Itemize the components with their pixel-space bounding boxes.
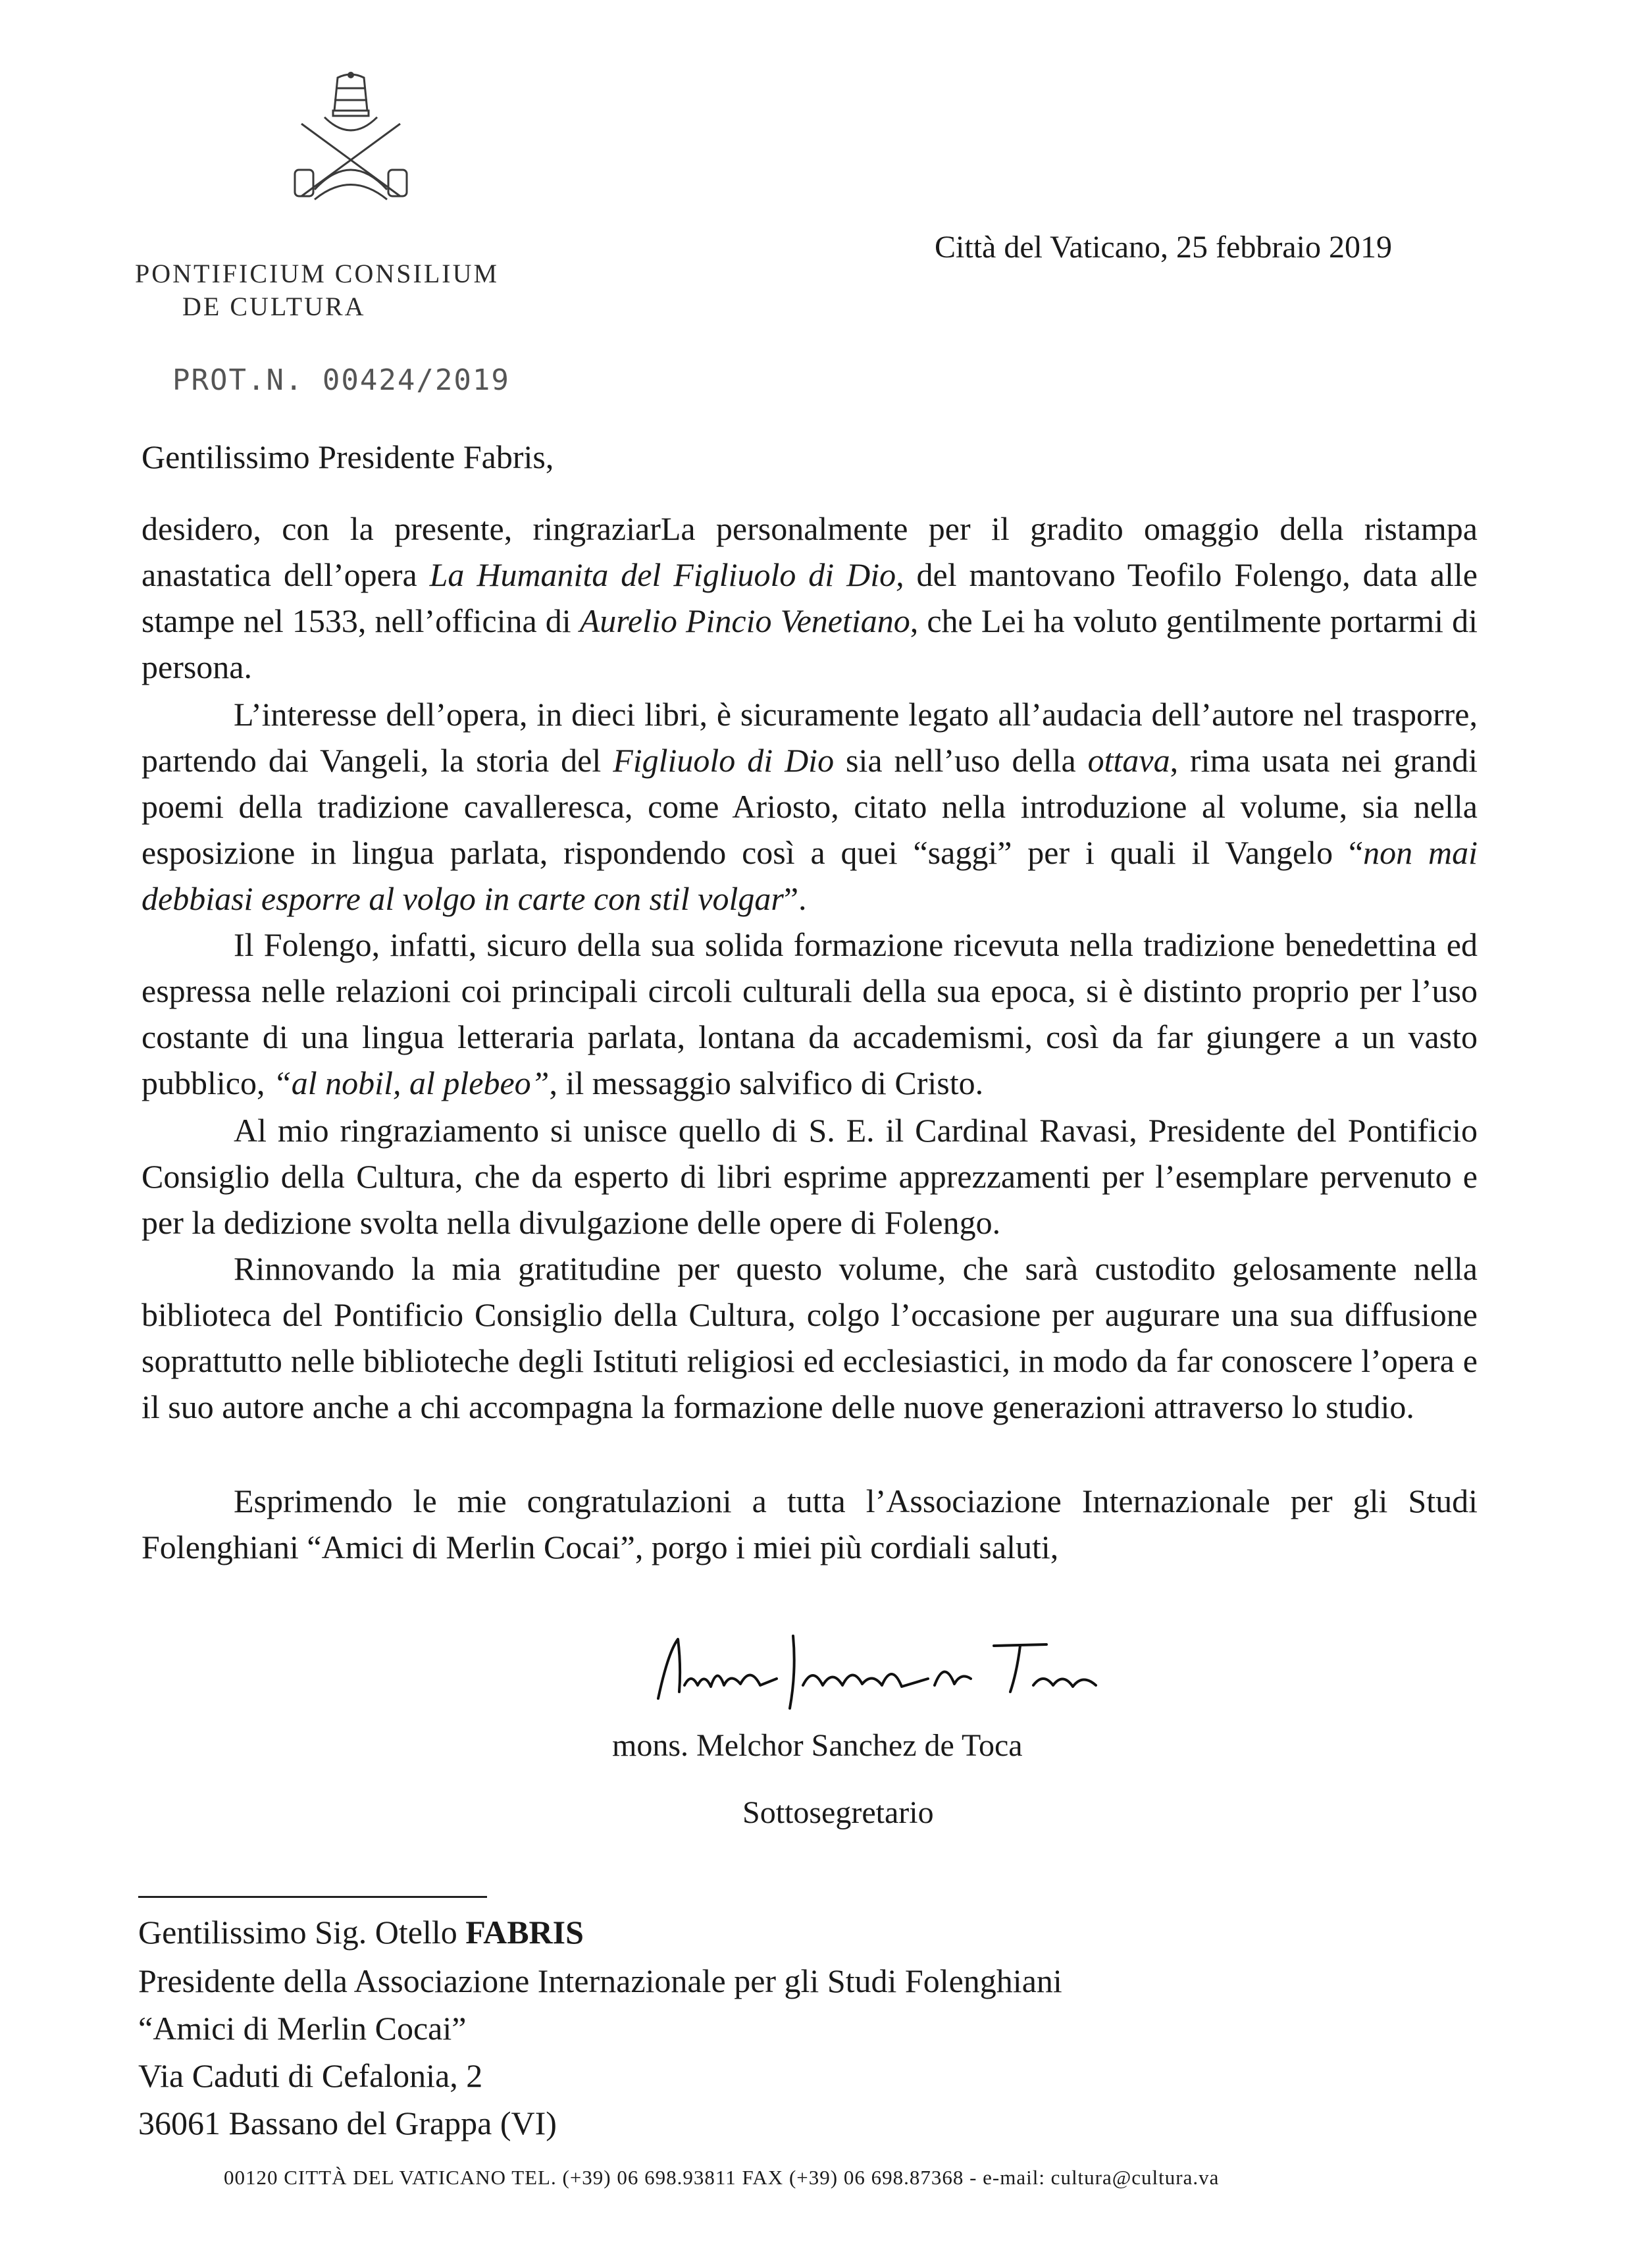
handwritten-signature: [652, 1626, 1125, 1712]
protocol-number: PROT.N. 00424/2019: [172, 363, 510, 397]
recipient-line-1: Gentilissimo Sig. Otello FABRIS: [138, 1914, 584, 1951]
institution-name-line1: PONTIFICIUM CONSILIUM: [135, 259, 500, 288]
institution-name-line2: DE CULTURA: [182, 292, 366, 321]
salutation: Gentilissimo Presidente Fabris,: [142, 438, 554, 475]
papal-coat-of-arms-icon: [275, 71, 426, 209]
letterhead-footer: 00120 CITTÀ DEL VATICANO TEL. (+39) 06 698.93811 FAX (+39) 06 698.87368 - e-mail: cultura@cultura.va: [224, 2166, 1220, 2189]
recipient-line-4: Via Caduti di Cefalonia, 2: [138, 2057, 483, 2094]
paragraph-1: desidero, con la presente, ringraziarLa personalmente per il gradito omaggio della ristampa anastatica dell’opera La Humanita del Figliuolo di Dio, del mantovano Teofilo Folengo, data alle stampe nel 1533, nell’officina di Aurelio Pincio Venetiano, che Lei ha voluto gentilmente portarmi di persona.: [142, 510, 1478, 685]
paragraph-3: Il Folengo, infatti, sicuro della sua solida formazione ricevuta nella tradizione benedettina ed espressa nelle relazioni coi principali circoli culturali della sua epoca, si è distinto proprio per l’uso costante di una lingua letteraria parlata, lontana da accademismi, così da far giungere a un vasto pubblico, “al nobil, al plebeo”, il messaggio salvifico di Cristo.: [142, 926, 1478, 1101]
recipient-line-2: Presidente della Associazione Internazionale per gli Studi Folenghiani: [138, 1962, 1062, 1999]
signer-role: Sottosegretario: [742, 1795, 934, 1830]
signer-name: mons. Melchor Sanchez de Toca: [612, 1728, 1023, 1763]
divider: [138, 1896, 487, 1898]
paragraph-2: L’interesse dell’opera, in dieci libri, è sicuramente legato all’audacia dell’autore nel trasporre, partendo dai Vangeli, la storia del Figliuolo di Dio sia nell’uso della ottava, rima usata nei grandi poemi della tradizione cavalleresca, come Ariosto, citato nella introduzione al volume, sia nella esposizione in lingua parlata, rispondendo così a quei “saggi” per i quali il Vangelo “non mai debbiasi esporre al volgo in carte con stil volgar”.: [142, 696, 1478, 917]
recipient-line-5: 36061 Bassano del Grappa (VI): [138, 2105, 557, 2141]
paragraph-5: Rinnovando la mia gratitudine per questo volume, che sarà custodito gelosamente nella biblioteca del Pontificio Consiglio della Cultura, colgo l’occasione per augurare una sua diffusione soprattutto nelle biblioteche degli Istituti religiosi ed ecclesiastici, in modo da far conoscere l’opera e il suo autore anche a chi accompagna la formazione delle nuove generazioni attraverso lo studio.: [142, 1250, 1478, 1425]
recipient-line-3: “Amici di Merlin Cocai”: [138, 2010, 467, 2047]
dateline: Città del Vaticano, 25 febbraio 2019: [935, 230, 1392, 265]
paragraph-6: Esprimendo le mie congratulazioni a tutta l’Associazione Internazionale per gli Studi Folenghiani “Amici di Merlin Cocai”, porgo i miei più cordiali saluti,: [142, 1483, 1478, 1565]
paragraph-4: Al mio ringraziamento si unisce quello di S. E. il Cardinal Ravasi, Presidente del Pontificio Consiglio della Cultura, che da esperto di libri esprime apprezzamenti per l’esemplare pervenuto e per la dedizione svolta nella divulgazione delle opere di Folengo.: [142, 1112, 1478, 1241]
